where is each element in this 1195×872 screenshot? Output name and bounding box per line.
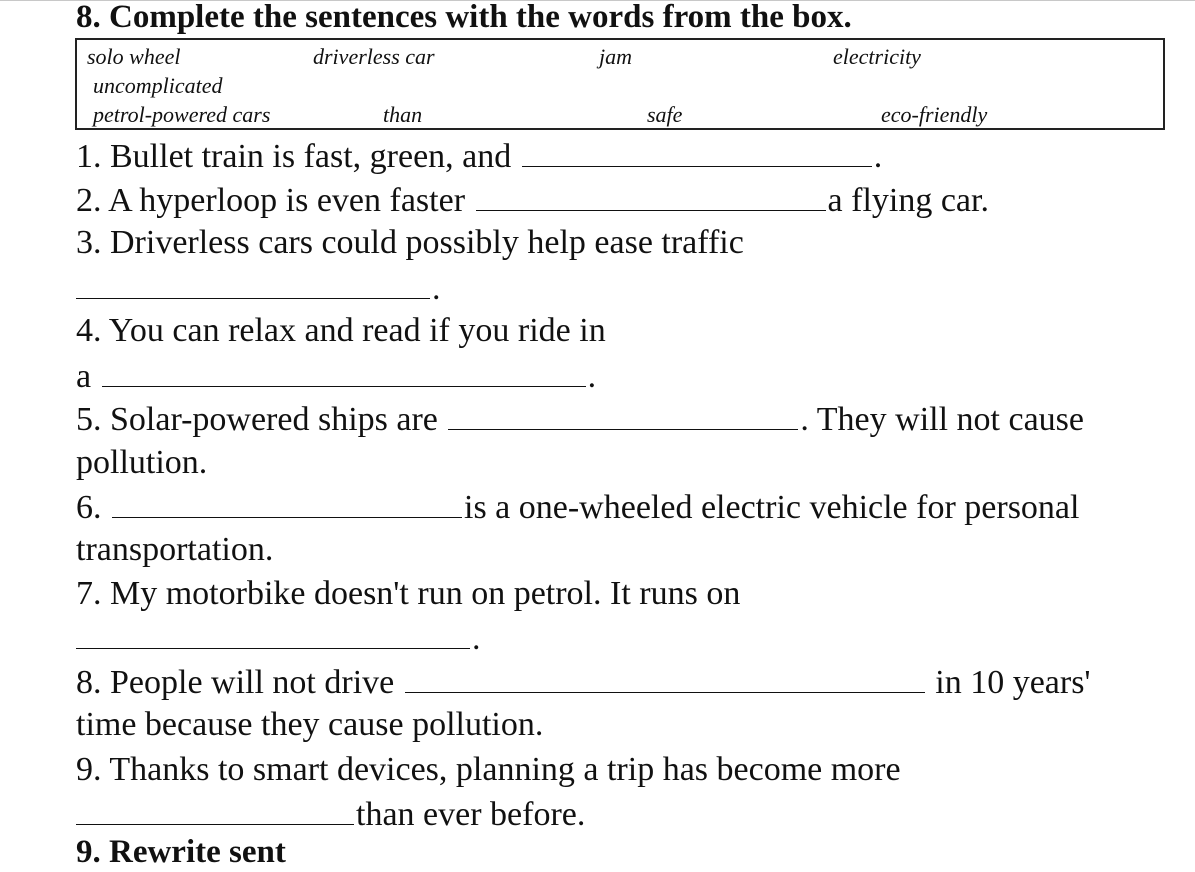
sentence-5-continued (76, 443, 207, 483)
sentence-9-continued (76, 794, 585, 835)
answer-blank[interactable] (76, 618, 470, 649)
word-box-item: safe (647, 102, 683, 127)
word-box-item: solo wheel (87, 44, 181, 69)
word-box-item: driverless car (313, 44, 435, 69)
sentence-8-continued (76, 705, 543, 745)
sentence-text: 7. My motorbike doesn't run on petrol. It runs on (76, 575, 741, 612)
sentence-4-continued (76, 356, 596, 397)
sentence-text: 3. Driverless cars could possibly help ease traffic (76, 224, 744, 261)
sentence-text: 2. A hyperloop is even faster (76, 182, 466, 219)
sentence-2 (76, 180, 989, 221)
sentence-text: 4. You can relax and read if you ride in (76, 312, 606, 349)
word-box-item: electricity (833, 44, 921, 69)
sentence-3 (76, 223, 744, 263)
sentence-7 (76, 574, 740, 614)
answer-blank[interactable] (522, 136, 872, 167)
sentence-text: 9. Thanks to smart devices, planning a trip has become more (76, 751, 901, 788)
sentence-text: 5. Solar-powered ships are (76, 401, 438, 438)
sentence-6-continued (76, 530, 273, 570)
sentence-text: . (432, 270, 441, 307)
sentence-text: pollution. (76, 444, 208, 481)
sentence-text: transportation. (76, 531, 274, 568)
sentence-6 (76, 487, 1079, 528)
answer-blank[interactable] (112, 487, 462, 518)
sentence-7-continued (76, 618, 481, 659)
sentence-text: a (76, 358, 92, 395)
sentence-1 (76, 136, 882, 177)
sentence-text: than ever before. (356, 796, 586, 833)
word-box-item: uncomplicated (93, 73, 223, 98)
sentence-text: 1. Bullet train is fast, green, and (76, 138, 512, 175)
answer-blank[interactable] (102, 356, 586, 387)
sentence-text: . (587, 358, 597, 395)
sentence-text: 6. (76, 489, 102, 526)
answer-blank[interactable] (448, 399, 798, 430)
sentence-text: time because they cause pollution. (76, 706, 544, 743)
sentence-8 (76, 662, 1091, 703)
sentence-text: . They will not cause (800, 401, 1084, 438)
sentence-text: is a one-wheeled electric vehicle for personal (464, 489, 1080, 526)
answer-blank[interactable] (476, 180, 826, 211)
sentence-text: 8. People will not drive (76, 664, 395, 701)
sentence-3-continued (76, 268, 441, 309)
sentence-5 (76, 399, 1084, 440)
sentence-text: . (472, 620, 481, 657)
word-box-item: petrol-powered cars (93, 102, 271, 127)
answer-blank[interactable] (76, 268, 430, 299)
sentence-text: . (873, 138, 883, 175)
exercise-title: 8. Complete the sentences with the words from the box. (76, 0, 852, 35)
next-exercise-title: 9. Rewrite sent (76, 834, 286, 870)
word-box-item: than (383, 102, 423, 127)
sentence-4 (76, 311, 606, 351)
word-box-item: jam (599, 44, 632, 69)
answer-blank[interactable] (405, 662, 925, 693)
sentence-text: in 10 years' (935, 664, 1091, 701)
word-box (75, 38, 1165, 130)
word-box-item: eco-friendly (881, 102, 988, 127)
sentence-text: a flying car. (827, 182, 989, 219)
sentence-9 (76, 750, 901, 790)
answer-blank[interactable] (76, 794, 354, 825)
